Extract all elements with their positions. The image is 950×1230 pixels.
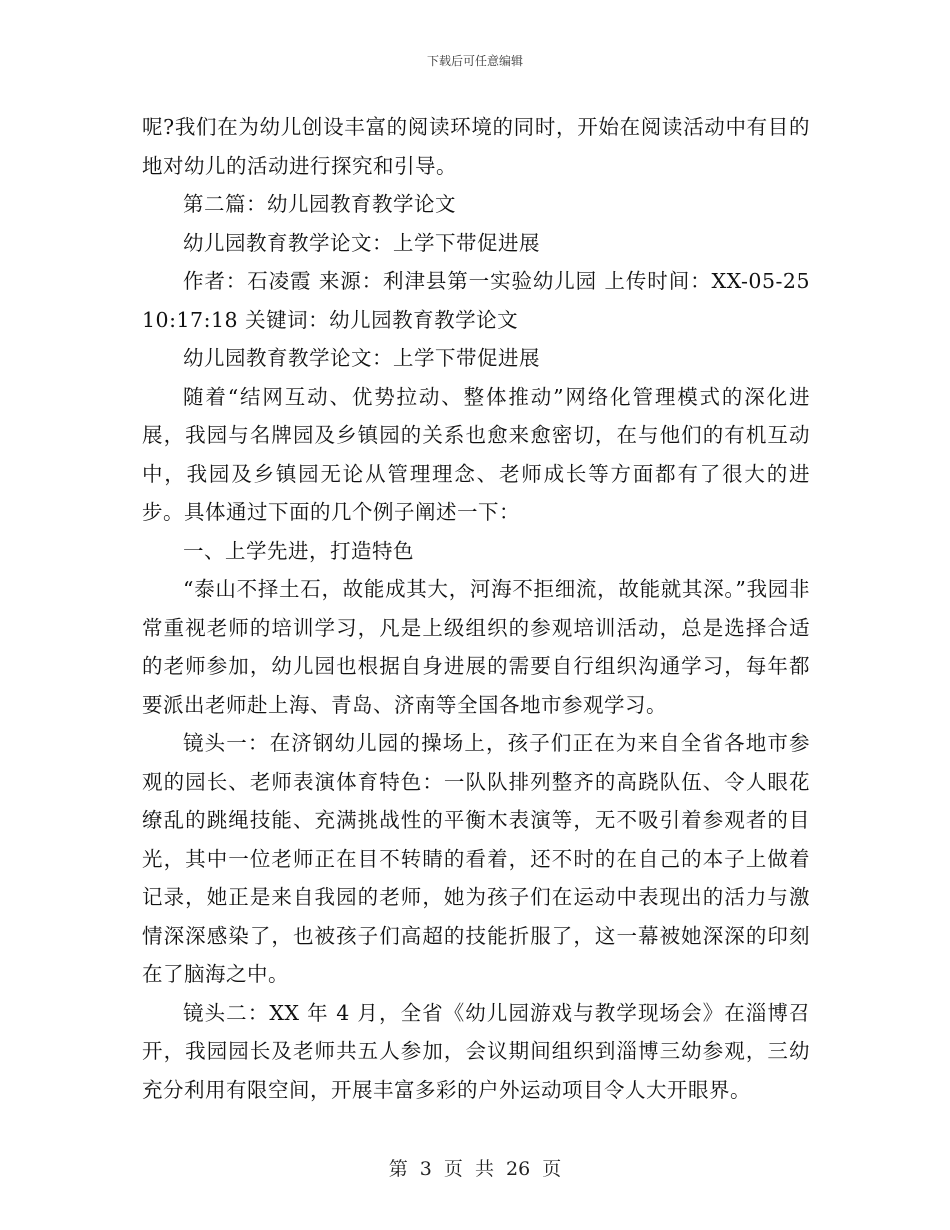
- paragraph: 随着“结网互动、优势拉动、整体推动”网络化管理模式的深化进展，我园与名牌园及乡镇园的关系也愈来愈密切，在与他们的有机互动中，我园及乡镇园无论从管理理念、老师成长等方面都有了很大的进步。具体通过下面的几个例子阐述一下：: [142, 384, 810, 524]
- paragraph: 镜头二：XX 年 4 月，全省《幼儿园游戏与教学现场会》在淄博召开，我园园长及老师共五人参加，会议期间组织到淄博三幼参观，三幼充分利用有限空间，开展丰富多彩的户外运动项目令人大开眼界。: [142, 1000, 810, 1102]
- page-number: 第 3 页 共 26 页: [388, 1158, 562, 1180]
- paragraph: 呢?我们在为幼儿创设丰富的阅读环境的同时，开始在阅读活动中有目的地对幼儿的活动进行探究和引导。: [142, 115, 810, 178]
- article-subtitle: 幼儿园教育教学论文：上学下带促进展: [183, 346, 540, 370]
- document-body: [142, 108, 810, 1109]
- page-header: 下载后可任意编辑: [426, 54, 523, 68]
- article-meta: 作者：石凌霞 来源：利津县第一实验幼儿园 上传时间：XX-05-25 10:17:18 关键词：幼儿园教育教学论文: [142, 269, 810, 332]
- paragraph: 镜头一：在济钢幼儿园的操场上，孩子们正在为来自全省各地市参观的园长、老师表演体育特色：一队队排列整齐的高跷队伍、令人眼花缭乱的跳绳技能、充满挑战性的平衡木表演等，无不吸引着参观者的目光，其中一位老师正在目不转睛的看着，还不时的在自己的本子上做着记录，她正是来自我园的老师，她为孩子们在运动中表现出的活力与激情深深感染了，也被孩子们高超的技能折服了，这一幕被她深深的印刻在了脑海之中。: [142, 731, 810, 986]
- section-heading: 第二篇：幼儿园教育教学论文: [183, 192, 456, 216]
- paragraph: “泰山不择土石，故能成其大，河海不拒细流，故能就其深。”我园非常重视老师的培训学习，凡是上级组织的参观培训活动，总是选择合适的老师参加，幼儿园也根据自身进展的需要自行组织沟通学习，每年都要派出老师赴上海、青岛、济南等全国各地市参观学习。: [142, 577, 810, 717]
- subsection-heading: 一、上学先进，打造特色: [183, 538, 414, 563]
- article-title: 幼儿园教育教学论文：上学下带促进展: [183, 230, 540, 255]
